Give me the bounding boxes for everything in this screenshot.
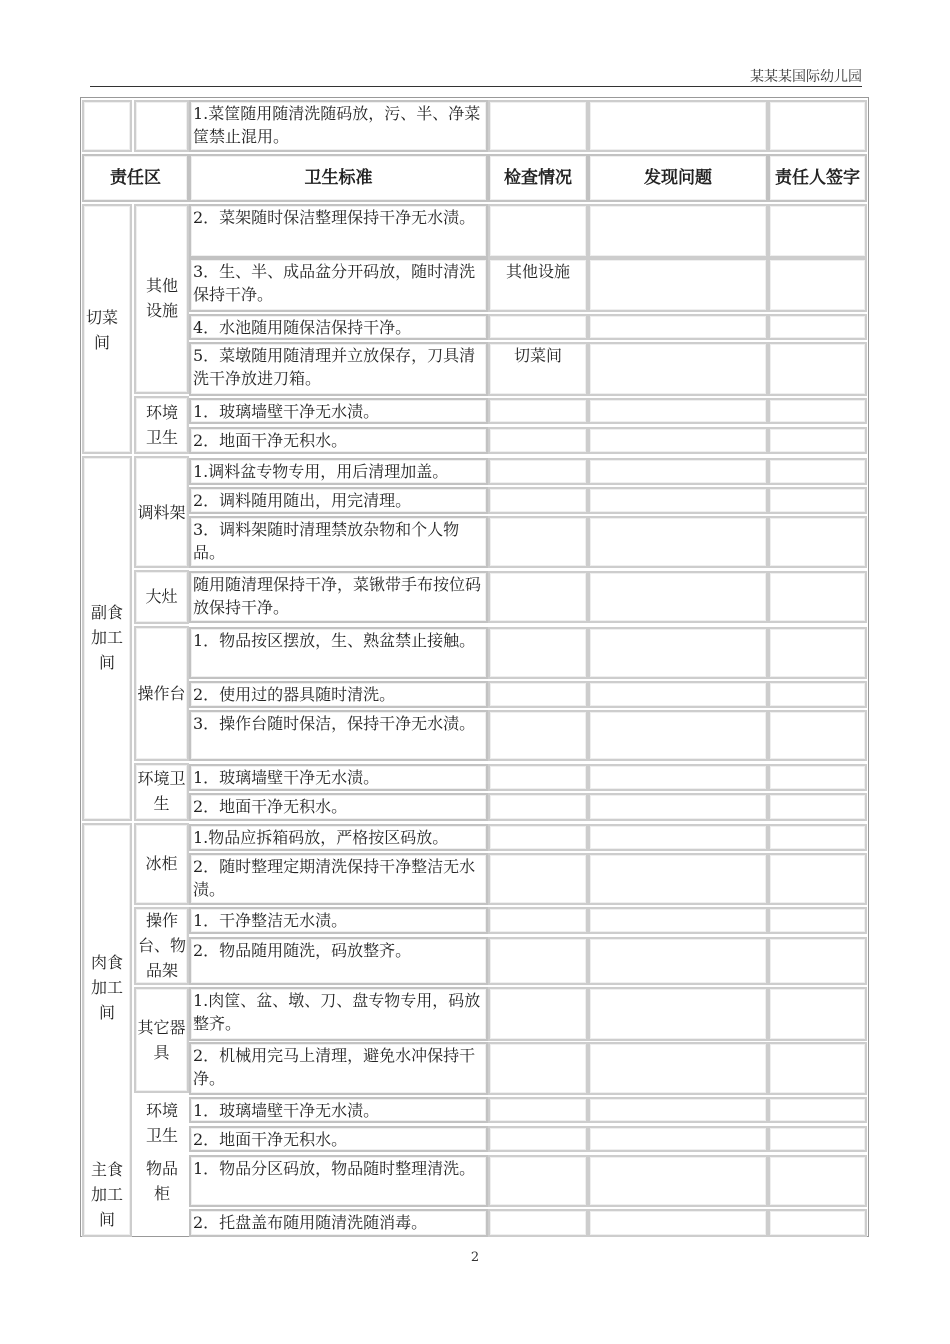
signature-cell bbox=[768, 710, 867, 761]
check-cell bbox=[488, 100, 588, 152]
column-header-signature: 责任人签字 bbox=[768, 154, 867, 202]
issue-cell bbox=[588, 204, 768, 258]
issue-cell bbox=[588, 314, 768, 340]
signature-cell bbox=[768, 627, 867, 679]
category-cell bbox=[134, 100, 189, 152]
standard-cell bbox=[189, 427, 488, 454]
issue-cell bbox=[588, 1126, 768, 1152]
standard-cell bbox=[189, 1209, 488, 1237]
check-cell bbox=[488, 1042, 588, 1095]
signature-cell bbox=[768, 793, 867, 821]
issue-cell bbox=[588, 1155, 768, 1207]
check-cell bbox=[488, 487, 588, 514]
check-cell bbox=[488, 793, 588, 821]
area-label-staple: 主食加工间 bbox=[86, 1157, 128, 1232]
issue-cell bbox=[588, 1209, 768, 1237]
signature-cell bbox=[768, 314, 867, 340]
standard-text: 1.肉筐、盆、墩、刀、盘专物专用，码放整齐。 bbox=[193, 991, 481, 1033]
issue-cell bbox=[588, 100, 768, 152]
standard-cell bbox=[189, 398, 488, 424]
check-cell bbox=[488, 314, 588, 340]
signature-cell bbox=[768, 398, 867, 424]
check-note-other-facilities: 其他设施 bbox=[505, 262, 570, 281]
standard-text: 1．玻璃墙壁干净无水渍。 bbox=[193, 402, 380, 421]
signature-cell bbox=[768, 824, 867, 851]
issue-cell bbox=[588, 907, 768, 934]
category-label-side-env: 环境卫生 bbox=[137, 769, 186, 813]
check-cell bbox=[488, 1097, 588, 1123]
column-header-standard: 卫生标准 bbox=[189, 154, 488, 202]
check-cell bbox=[488, 764, 588, 791]
check-cell bbox=[488, 398, 588, 424]
signature-cell bbox=[768, 1042, 867, 1095]
issue-cell bbox=[588, 764, 768, 791]
header-organization: 某某某国际幼儿园 bbox=[750, 69, 862, 85]
category-label-side-console: 操作台 bbox=[137, 684, 186, 703]
category-label-meat-freezer: 冰柜 bbox=[145, 854, 178, 873]
signature-cell bbox=[768, 987, 867, 1041]
area-cell bbox=[82, 100, 132, 152]
check-cell bbox=[488, 1126, 588, 1152]
standard-cell bbox=[189, 1155, 488, 1207]
issue-cell bbox=[588, 824, 768, 851]
issue-cell bbox=[588, 681, 768, 708]
category-label-cut-other: 其他设施 bbox=[145, 276, 178, 320]
standard-text: 1.物品应拆箱码放，严格按区码放。 bbox=[193, 828, 449, 847]
signature-cell bbox=[768, 907, 867, 934]
category-label-meat-env: 环境卫生 bbox=[145, 1101, 178, 1145]
standard-cell bbox=[189, 937, 488, 985]
standard-text: 2．地面干净无积水。 bbox=[193, 1130, 348, 1149]
issue-cell bbox=[588, 487, 768, 514]
check-cell bbox=[488, 204, 588, 258]
issue-cell bbox=[588, 571, 768, 623]
standard-text: 1.菜筐随用随清洗随码放，污、半、净菜筐禁止混用。 bbox=[193, 104, 481, 146]
area-label-meat: 肉食加工间 bbox=[90, 953, 123, 1022]
standard-cell bbox=[189, 342, 488, 396]
standard-text: 3．调料架随时清理禁放杂物和个人物品。 bbox=[193, 520, 460, 562]
issue-cell bbox=[588, 793, 768, 821]
area-label-side: 副食加工间 bbox=[90, 603, 123, 672]
check-cell bbox=[488, 627, 588, 679]
signature-cell bbox=[768, 487, 867, 514]
column-header-check: 检查情况 bbox=[488, 154, 588, 202]
standard-text: 1．玻璃墙壁干净无水渍。 bbox=[193, 768, 380, 787]
standard-text: 1．物品分区码放，物品随时整理清洗。 bbox=[193, 1159, 476, 1178]
signature-cell bbox=[768, 1097, 867, 1123]
check-cell bbox=[488, 907, 588, 934]
signature-cell bbox=[768, 516, 867, 568]
standard-text: 2．机械用完马上清理，避免水冲保持干净。 bbox=[193, 1046, 476, 1088]
column-header-area: 责任区 bbox=[82, 154, 189, 202]
standard-cell bbox=[189, 681, 488, 708]
category-label-side-seasoning: 调料架 bbox=[137, 503, 186, 522]
standard-cell bbox=[189, 764, 488, 791]
standard-text: 4．水池随用随保洁保持干净。 bbox=[193, 318, 412, 337]
standard-cell bbox=[189, 853, 488, 905]
standard-cell bbox=[189, 987, 488, 1041]
issue-cell bbox=[588, 627, 768, 679]
standard-cell bbox=[189, 314, 488, 340]
standard-cell bbox=[189, 258, 488, 312]
check-cell bbox=[488, 427, 588, 454]
standard-text: 2．调料随用随出，用完清理。 bbox=[193, 491, 412, 510]
category-label-cut-env: 环境卫生 bbox=[145, 403, 178, 447]
check-cell bbox=[488, 458, 588, 485]
category-label-meat-console: 操作台、物品架 bbox=[138, 911, 187, 980]
standard-cell bbox=[189, 710, 488, 761]
signature-cell bbox=[768, 681, 867, 708]
signature-cell bbox=[768, 342, 867, 396]
check-cell bbox=[488, 710, 588, 761]
category-label-side-stove: 大灶 bbox=[145, 587, 178, 606]
standard-text: 3．生、半、成品盆分开码放，随时清洗保持干净。 bbox=[193, 262, 476, 304]
signature-cell bbox=[768, 1155, 867, 1207]
issue-cell bbox=[588, 427, 768, 454]
check-cell bbox=[488, 1155, 588, 1207]
issue-cell bbox=[588, 342, 768, 396]
column-header-issues: 发现问题 bbox=[588, 154, 768, 202]
check-note-cut-room: 切菜间 bbox=[513, 346, 562, 365]
check-cell bbox=[488, 987, 588, 1041]
standard-text: 1．玻璃墙壁干净无水渍。 bbox=[193, 1101, 380, 1120]
standard-text: 2．使用过的器具随时清洗。 bbox=[193, 685, 396, 704]
standard-text: 1.调料盆专物专用，用后清理加盖。 bbox=[193, 462, 449, 481]
standard-cell bbox=[189, 1042, 488, 1095]
signature-cell bbox=[768, 764, 867, 791]
standard-cell bbox=[189, 793, 488, 821]
standard-cell bbox=[189, 824, 488, 851]
check-cell bbox=[488, 937, 588, 985]
page-number: 2 bbox=[470, 1250, 480, 1265]
issue-cell bbox=[588, 258, 768, 312]
standard-text: 3．操作台随时保洁，保持干净无水渍。 bbox=[193, 714, 476, 733]
standard-cell bbox=[189, 571, 488, 623]
standard-text: 2．随时整理定期清洗保持干净整洁无水渍。 bbox=[193, 857, 476, 899]
standard-text: 2．菜架随时保洁整理保持干净无水渍。 bbox=[193, 208, 476, 227]
signature-cell bbox=[768, 427, 867, 454]
signature-cell bbox=[768, 571, 867, 623]
signature-cell bbox=[768, 937, 867, 985]
issue-cell bbox=[588, 987, 768, 1041]
issue-cell bbox=[588, 710, 768, 761]
standard-cell bbox=[189, 204, 488, 258]
standard-text: 5．菜墩随用随清理并立放保存，刀具清洗干净放进刀箱。 bbox=[193, 346, 476, 388]
standard-cell bbox=[189, 907, 488, 934]
signature-cell bbox=[768, 1209, 867, 1237]
standard-text: 1．物品按区摆放，生、熟盆禁止接触。 bbox=[193, 631, 476, 650]
standard-cell bbox=[189, 487, 488, 514]
check-cell bbox=[488, 853, 588, 905]
standard-text: 2．物品随用随洗，码放整齐。 bbox=[193, 941, 412, 960]
standard-cell bbox=[189, 1126, 488, 1152]
issue-cell bbox=[588, 516, 768, 568]
issue-cell bbox=[588, 937, 768, 985]
area-label-cut: 切菜间 bbox=[85, 308, 118, 352]
check-cell bbox=[488, 824, 588, 851]
signature-cell bbox=[768, 458, 867, 485]
issue-cell bbox=[588, 853, 768, 905]
signature-cell bbox=[768, 100, 867, 152]
header-rule bbox=[90, 86, 862, 87]
standard-cell bbox=[189, 1097, 488, 1123]
standard-cell bbox=[189, 100, 488, 152]
check-cell bbox=[488, 1209, 588, 1237]
signature-cell bbox=[768, 258, 867, 312]
standard-text: 2．地面干净无积水。 bbox=[193, 797, 348, 816]
signature-cell bbox=[768, 204, 867, 258]
standard-cell bbox=[189, 458, 488, 485]
issue-cell bbox=[588, 458, 768, 485]
check-cell bbox=[488, 681, 588, 708]
issue-cell bbox=[588, 1097, 768, 1123]
category-label-staple-cabinet: 物品柜 bbox=[145, 1159, 178, 1203]
standard-cell bbox=[189, 516, 488, 568]
standard-text: 随用随清理保持干净，菜锹带手布按位码放保持干净。 bbox=[193, 575, 482, 617]
signature-cell bbox=[768, 853, 867, 905]
issue-cell bbox=[588, 1042, 768, 1095]
category-label-meat-other: 其它器具 bbox=[137, 1018, 186, 1062]
check-cell bbox=[488, 571, 588, 623]
standard-text: 1．干净整洁无水渍。 bbox=[193, 911, 348, 930]
standard-text: 2．地面干净无积水。 bbox=[193, 431, 348, 450]
standard-cell bbox=[189, 627, 488, 679]
signature-cell bbox=[768, 1126, 867, 1152]
check-cell bbox=[488, 516, 588, 568]
issue-cell bbox=[588, 398, 768, 424]
standard-text: 2．托盘盖布随用随清洗随消毒。 bbox=[193, 1213, 428, 1232]
